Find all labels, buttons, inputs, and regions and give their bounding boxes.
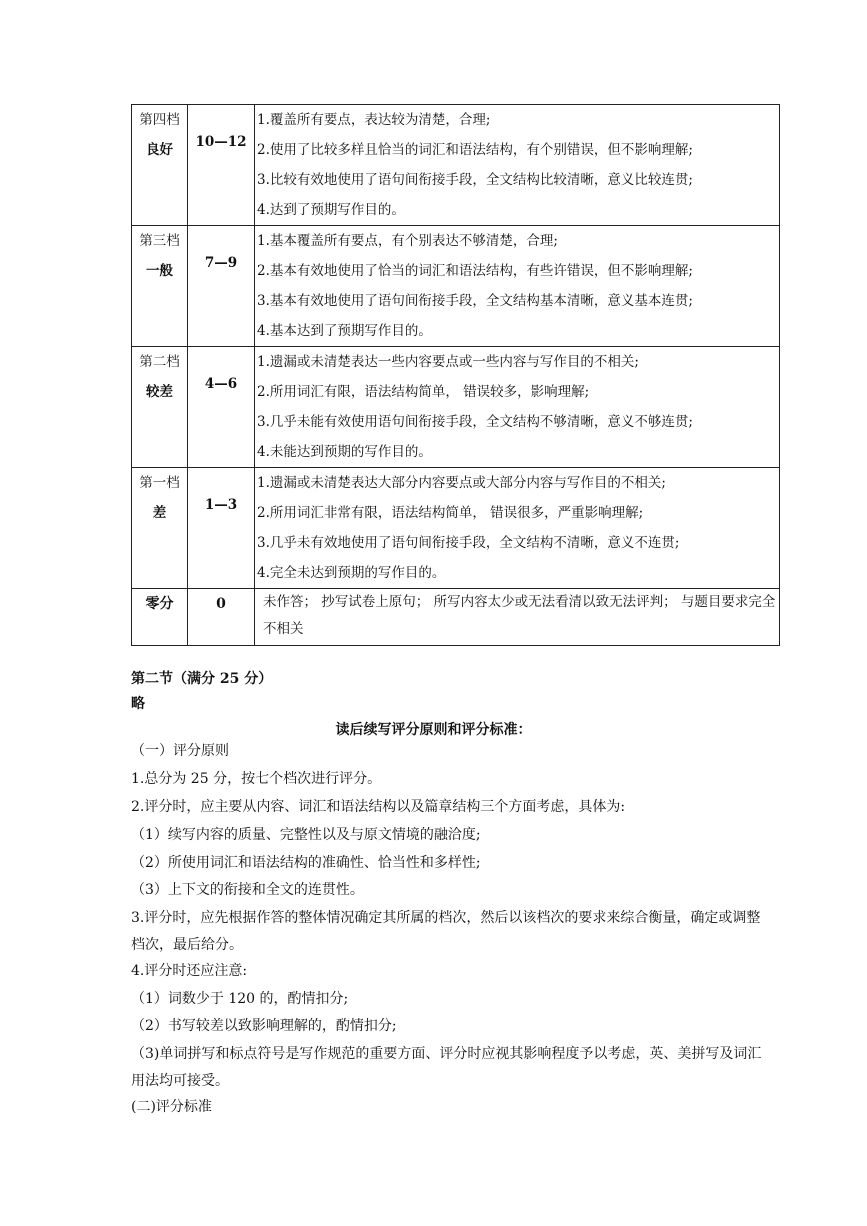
- score-range: 7—9: [204, 255, 238, 271]
- level-quality: 较差: [146, 384, 173, 400]
- criteria-line: 1.遗漏或未清楚表达一些内容要点或一些内容与写作目的不相关;: [257, 354, 639, 370]
- paragraph: （1）词数少于 120 的，酌情扣分;: [131, 991, 349, 1007]
- criteria-line: 4.基本达到了预期写作目的。: [257, 323, 432, 339]
- paragraph: 1.总分为 25 分，按七个档次进行评分。: [131, 771, 382, 787]
- level-name: 第三档: [139, 233, 180, 249]
- score-cell: [188, 347, 255, 468]
- paragraph: 2.评分时，应主要从内容、词汇和语法结构以及篇章结构三个方面考虑，具体为:: [131, 799, 626, 815]
- paragraph: （2）所使用词汇和语法结构的准确性、恰当性和多样性;: [131, 855, 481, 871]
- paragraph: 3.评分时，应先根据作答的整体情况确定其所属的档次，然后以该档次的要求来综合衡量，确定或调整档次，最后给分。: [131, 910, 761, 953]
- scoring-rubric-table: [131, 104, 780, 646]
- level-quality: 一般: [146, 263, 173, 279]
- rubric-row-zero: [132, 589, 780, 646]
- criteria-cell: [255, 347, 780, 468]
- omitted-note: 略: [131, 696, 145, 712]
- rubric-row-level2: [132, 347, 780, 468]
- score-cell: [188, 589, 255, 646]
- criteria-cell: [255, 589, 780, 646]
- rubric-row-level4: [132, 105, 780, 226]
- score-cell: [188, 105, 255, 226]
- paragraph: （3)单词拼写和标点符号是写作规范的重要方面、评分时应视其影响程度予以考虑，英、美拼写及词汇用法均可接受。: [131, 1046, 762, 1089]
- level-cell: [132, 105, 188, 226]
- criteria-line: 3.基本有效地使用了语句间衔接手段，全文结构基本清晰，意义基本连贯;: [257, 293, 693, 309]
- level-cell: [132, 468, 188, 589]
- criteria-line: 2.基本有效地使用了恰当的词汇和语法结构，有些许错误，但不影响理解;: [257, 263, 693, 279]
- score-cell: [188, 226, 255, 347]
- paragraph: （1）续写内容的质量、完整性以及与原文情境的融洽度;: [131, 827, 481, 843]
- criteria-line: 1.覆盖所有要点，表达较为清楚，合理;: [257, 112, 491, 128]
- criteria-line: 4.达到了预期写作目的。: [257, 202, 405, 218]
- criteria-line: 4.未能达到预期的写作目的。: [257, 444, 432, 460]
- score-cell: [188, 468, 255, 589]
- criteria-line: 2.使用了比较多样且恰当的词汇和语法结构，有个别错误，但不影响理解;: [257, 142, 693, 158]
- criteria-line: 1.基本覆盖所有要点，有个别表达不够清楚，合理;: [257, 233, 558, 249]
- criteria-line: 3.几乎未有效地使用了语句间衔接手段，全文结构不清晰，意义不连贯;: [257, 535, 680, 551]
- level-quality: 差: [152, 505, 167, 521]
- criteria-line: 3.几乎未能有效使用语句间衔接手段，全文结构不够清晰，意义不够连贯;: [257, 414, 693, 430]
- level-name: 零分: [145, 596, 174, 612]
- criteria-cell: [255, 105, 780, 226]
- paragraph: 4.评分时还应注意:: [131, 963, 248, 979]
- criteria-line: 2.所用词汇有限，语法结构简单， 错误较多，影响理解;: [257, 384, 590, 400]
- criteria-line: 3.比较有效地使用了语句间衔接手段，全文结构比较清晰，意义比较连贯;: [257, 172, 693, 188]
- level-name: 第二档: [139, 354, 180, 370]
- section-title: 第二节（满分 25 分）: [131, 671, 273, 687]
- criteria-line: 1.遗漏或未清楚表达大部分内容要点或大部分内容与写作目的不相关;: [257, 475, 666, 491]
- criteria-line: 2.所用词汇非常有限，语法结构简单， 错误很多，严重影响理解;: [257, 505, 644, 521]
- criteria-line: 4.完全未达到预期的写作目的。: [257, 565, 446, 581]
- score-range: 10—12: [195, 134, 247, 150]
- paragraph: （一）评分原则: [131, 743, 229, 759]
- level-name: 第四档: [139, 112, 180, 128]
- criteria-cell: [255, 226, 780, 347]
- paragraph: （2）书写较差以致影响理解的，酌情扣分;: [131, 1018, 397, 1034]
- criteria-cell: [255, 468, 780, 589]
- score-range: 1—3: [204, 497, 238, 513]
- criteria-text: 未作答； 抄写试卷上原句； 所写内容太少或无法看清以致无法评判； 与题目要求完全不相关: [263, 594, 776, 637]
- level-quality: 良好: [146, 142, 173, 158]
- paragraph: （3）上下文的衔接和全文的连贯性。: [131, 882, 364, 898]
- score-range: 4—6: [204, 376, 238, 392]
- level-cell: [132, 226, 188, 347]
- rubric-row-level1: [132, 468, 780, 589]
- section-heading: 读后续写评分原则和评分标准：: [335, 722, 532, 738]
- level-name: 第一档: [139, 475, 180, 491]
- level-cell: [132, 347, 188, 468]
- rubric-row-level3: [132, 226, 780, 347]
- level-cell: [132, 589, 188, 646]
- paragraph: (二)评分标准: [131, 1099, 212, 1115]
- score-range: 0: [216, 596, 226, 612]
